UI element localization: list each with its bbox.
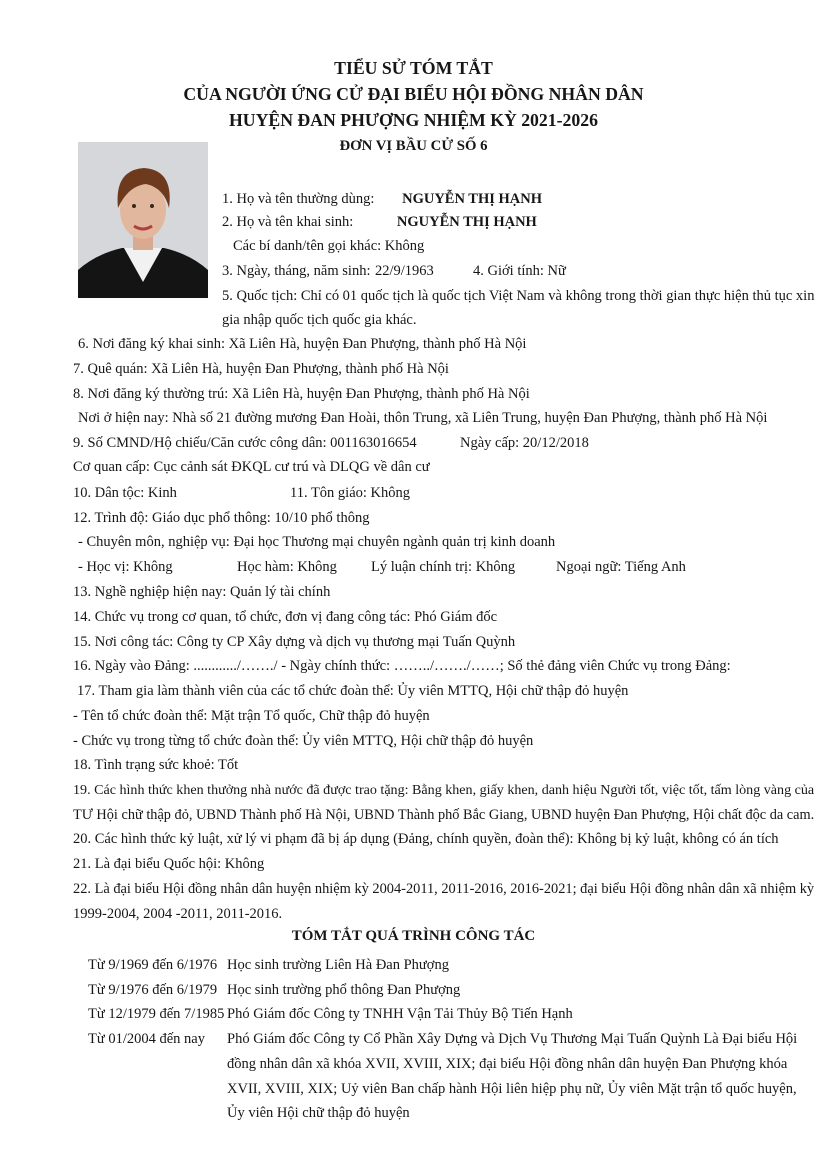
career-description: XVII, XVIII, XIX; Uỷ viên Ban chấp hành Hội liên hiệp phụ nữ, Ủy viên Mặt trận tổ quốc huyện,: [227, 1081, 797, 1097]
id-number: 9. Số CMND/Hộ chiếu/Căn cước công dân: 001163016654: [73, 435, 417, 451]
career-description: Phó Giám đốc Công ty Cổ Phần Xây Dựng và Dịch Vụ Thương Mại Tuấn Quỳnh Là Đại biểu Hội: [227, 1031, 798, 1047]
academic-title: Học hàm: Không: [237, 559, 337, 575]
council-line-2: 1999-2004, 2004 -2011, 2011-2016.: [73, 906, 283, 922]
workplace: 15. Nơi công tác: Công ty CP Xây dựng và dịch vụ thương mại Tuấn Quỳnh: [73, 634, 516, 650]
id-issuer: Cơ quan cấp: Cục cảnh sát ĐKQL cư trú và DLQG về dân cư: [73, 459, 430, 475]
career-period: Từ 9/1976 đến 6/1979: [88, 982, 218, 998]
mass-organization-name: - Tên tổ chức đoàn thể: Mặt trận Tổ quốc, Chữ thập đỏ huyện: [73, 708, 430, 724]
nationality-line-1: 5. Quốc tịch: Chỉ có 01 quốc tịch là quốc tịch Việt Nam và không trong thời gian thực hiện thủ tục xin: [222, 288, 815, 304]
degree: - Học vị: Không: [78, 559, 173, 575]
candidate-photo: [78, 142, 208, 298]
national-assembly: 21. Là đại biểu Quốc hội: Không: [73, 856, 265, 872]
career-description: Ủy viên Hội chữ thập đỏ huyện: [227, 1105, 410, 1121]
political-theory: Lý luận chính trị: Không: [371, 559, 516, 575]
ethnicity: 10. Dân tộc: Kinh: [73, 485, 177, 501]
nationality-line-2: gia nhập quốc tịch quốc gia khác.: [222, 312, 417, 328]
common-name-row: [222, 190, 542, 208]
career-period: Từ 12/1979 đến 7/1985: [88, 1006, 225, 1022]
party-membership: 16. Ngày vào Đảng: ............/……./ - Ngày chính thức: ……../……./……; Số thẻ đảng viên Chức vụ trong Đảng:: [73, 658, 731, 674]
specialty: - Chuyên môn, nghiệp vụ: Đại học Thương mại chuyên ngành quản trị kinh doanh: [78, 534, 556, 550]
portrait-image: [78, 142, 208, 298]
current-residence: Nơi ở hiện nay: Nhà số 21 đường mương Đan Hoài, thôn Trung, xã Liên Trung, huyện Đan Phượng, thành phố Hà Nội: [78, 410, 768, 426]
aliases: Các bí danh/tên gọi khác: Không: [233, 238, 425, 254]
career-description: đồng nhân dân xã khóa XVII, XVIII, XIX; đại biểu Hội đồng nhân dân huyện Đan Phượng khóa: [227, 1056, 788, 1072]
dob-label: 3. Ngày, tháng, năm sinh:: [222, 263, 371, 279]
common-name-value: NGUYỄN THỊ HẠNH: [402, 191, 543, 207]
position: 14. Chức vụ trong cơ quan, tổ chức, đơn vị đang công tác: Phó Giám đốc: [73, 609, 498, 625]
career-period: Từ 9/1969 đến 6/1976: [88, 957, 218, 973]
document-title: TIỂU SỬ TÓM TẮT: [334, 58, 493, 78]
gender: 4. Giới tính: Nữ: [473, 263, 566, 279]
awards-line-2: TƯ Hội chữ thập đỏ, UBND Thành phố Hà Nội, UBND Thành phố Bắc Giang, UBND huyện Đan Phượng, Hội chất độc da cam.: [73, 807, 815, 823]
career-period: Từ 01/2004 đến nay: [88, 1031, 205, 1047]
career-description: Phó Giám đốc Công ty TNHH Vận Tải Thủy Bộ Tiến Hạnh: [227, 1006, 573, 1022]
document-term: HUYỆN ĐAN PHƯỢNG NHIỆM KỲ 2021-2026: [229, 110, 598, 130]
permanent-residence: 8. Nơi đăng ký thường trú: Xã Liên Hà, huyện Đan Phượng, thành phố Hà Nội: [73, 386, 530, 402]
discipline: 20. Các hình thức kỷ luật, xử lý vi phạm đã bị áp dụng (Đảng, chính quyền, đoàn thể): Không bị kỷ luật, không có án tích: [73, 831, 779, 847]
mass-organization-position: - Chức vụ trong từng tổ chức đoàn thể: Ủy viên MTTQ, Hội chữ thập đỏ huyện: [73, 733, 534, 749]
common-name-label: 1. Họ và tên thường dùng:: [222, 191, 375, 207]
birth-name-row: [222, 213, 537, 231]
awards-line-1: 19. Các hình thức khen thưởng nhà nước đã được trao tặng: Bằng khen, giấy khen, danh hiệu Người tốt, việc tốt, tấm lòng vàng của: [73, 782, 815, 798]
birth-registration: 6. Nơi đăng ký khai sinh: Xã Liên Hà, huyện Đan Phượng, thành phố Hà Nội: [78, 336, 527, 352]
id-issue-date: Ngày cấp: 20/12/2018: [460, 435, 589, 451]
council-line-1: 22. Là đại biểu Hội đồng nhân dân huyện nhiệm kỳ 2004-2011, 2011-2016, 2016-2021; đại biểu Hội đồng nhân dân xã nhiệm kỳ: [73, 881, 815, 897]
birth-name-label: 2. Họ và tên khai sinh:: [222, 214, 354, 230]
document-subtitle: CỦA NGƯỜI ỨNG CỬ ĐẠI BIỂU HỘI ĐỒNG NHÂN DÂN: [183, 84, 644, 104]
occupation: 13. Nghề nghiệp hiện nay: Quản lý tài chính: [73, 584, 331, 600]
career-description: Học sinh trường Liên Hà Đan Phượng: [227, 957, 449, 973]
dob-value: 22/9/1963: [375, 263, 434, 279]
electoral-unit: ĐƠN VỊ BẦU CỬ SỐ 6: [339, 138, 488, 154]
hometown: 7. Quê quán: Xã Liên Hà, huyện Đan Phượng, thành phố Hà Nội: [73, 361, 449, 377]
career-description: Học sinh trường phổ thông Đan Phượng: [227, 982, 461, 998]
mass-organizations: 17. Tham gia làm thành viên của các tổ chức đoàn thể: Ủy viên MTTQ, Hội chữ thập đỏ huyện: [77, 683, 629, 699]
birth-name-value: NGUYỄN THỊ HẠNH: [396, 214, 537, 230]
foreign-language: Ngoại ngữ: Tiếng Anh: [556, 559, 686, 575]
health-status: 18. Tình trạng sức khoẻ: Tốt: [73, 757, 239, 773]
education: 12. Trình độ: Giáo dục phổ thông: 10/10 phổ thông: [73, 510, 370, 526]
career-section-title: TÓM TẮT QUÁ TRÌNH CÔNG TÁC: [291, 928, 536, 944]
religion: 11. Tôn giáo: Không: [290, 485, 411, 501]
